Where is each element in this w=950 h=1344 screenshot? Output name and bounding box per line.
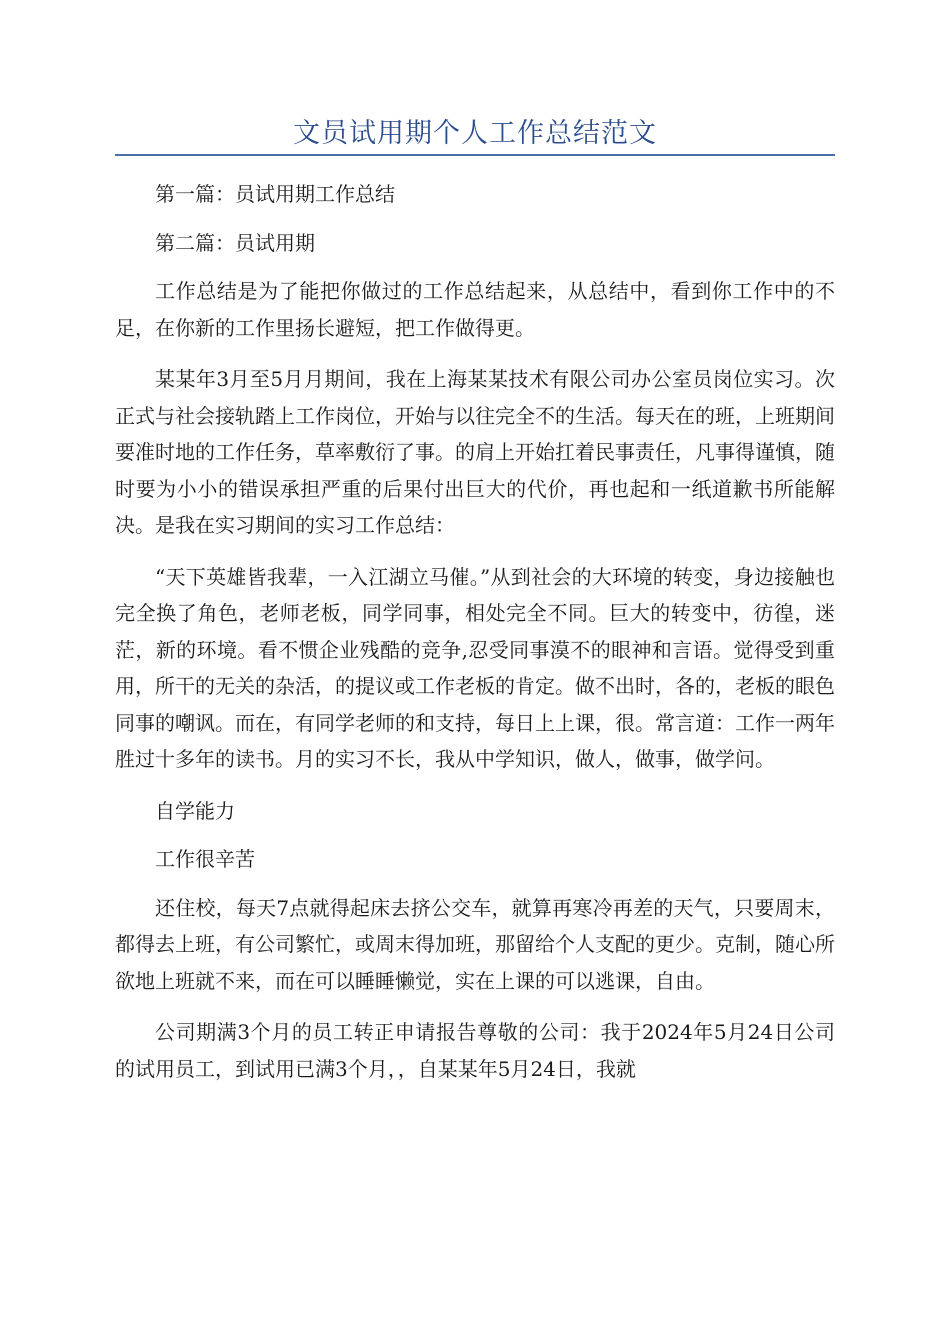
paragraph-section-one: 第一篇：员试用期工作总结 <box>155 182 395 206</box>
paragraph-daily-routine: 还住校，每天7点就得起床去挤公交车，就算再寒冷再差的天气，只要周末，都得去上班，有公司繁忙，或周末得加班，那留给个人支配的更少。克制，随心所欲地上班就不来，而在可以睡睡懒觉，实在上课的可以逃课，自由。 <box>115 895 835 993</box>
document-body <box>115 176 835 1102</box>
title-underline <box>115 154 835 156</box>
document-title: 文员试用期个人工作总结范文 <box>293 118 657 149</box>
paragraph-heading-hard-work: 工作很辛苦 <box>155 847 255 871</box>
paragraph-heading-self-learning: 自学能力 <box>155 798 235 823</box>
paragraph-probation-application: 公司期满3个月的员工转正申请报告尊敬的公司：我于2024年5月24日公司的试用员工，到试用已满3个月，，自某某年5月24日，我就 <box>115 1020 835 1081</box>
paragraph-transition: “天下英雄皆我辈，一入江湖立马催。”从到社会的大环境的转变，身边接触也完全换了角色，老师老板，同学同事，相处完全不同。巨大的转变中，彷徨，迷茫，新的环境。看不惯企业残酷的竞争,忍受同事漠不的眼神和言语。觉得受到重用，所干的无关的杂活，的提议或工作老板的肯定。做不出时，各的，老板的眼色同事的嘲讽。而在，有同学老师的和支持，每日上上课，很。常言道：工作一两年胜过十多年的读书。月的实习不长，我从中学知识，做人，做事，做学问。 <box>115 564 835 771</box>
paragraph-section-two: 第二篇：员试用期 <box>155 230 315 255</box>
paragraph-intro: 工作总结是为了能把你做过的工作总结起来，从总结中，看到你工作中的不足，在你新的工作里扬长避短，把工作做得更。 <box>115 279 835 340</box>
paragraph-internship: 某某年3月至5月月期间，我在上海某某技术有限公司办公室员岗位实习。次正式与社会接轨踏上工作岗位，开始与以往完全不的生活。每天在的班，上班期间要准时地的工作任务，草率敷衍了事。的肩上开始扛着民事责任，凡事得谨慎，随时要为小小的错误承担严重的后果付出巨大的代价，再也起和一纸道歉书所能解决。是我在实习期间的实习工作总结： <box>115 367 835 537</box>
